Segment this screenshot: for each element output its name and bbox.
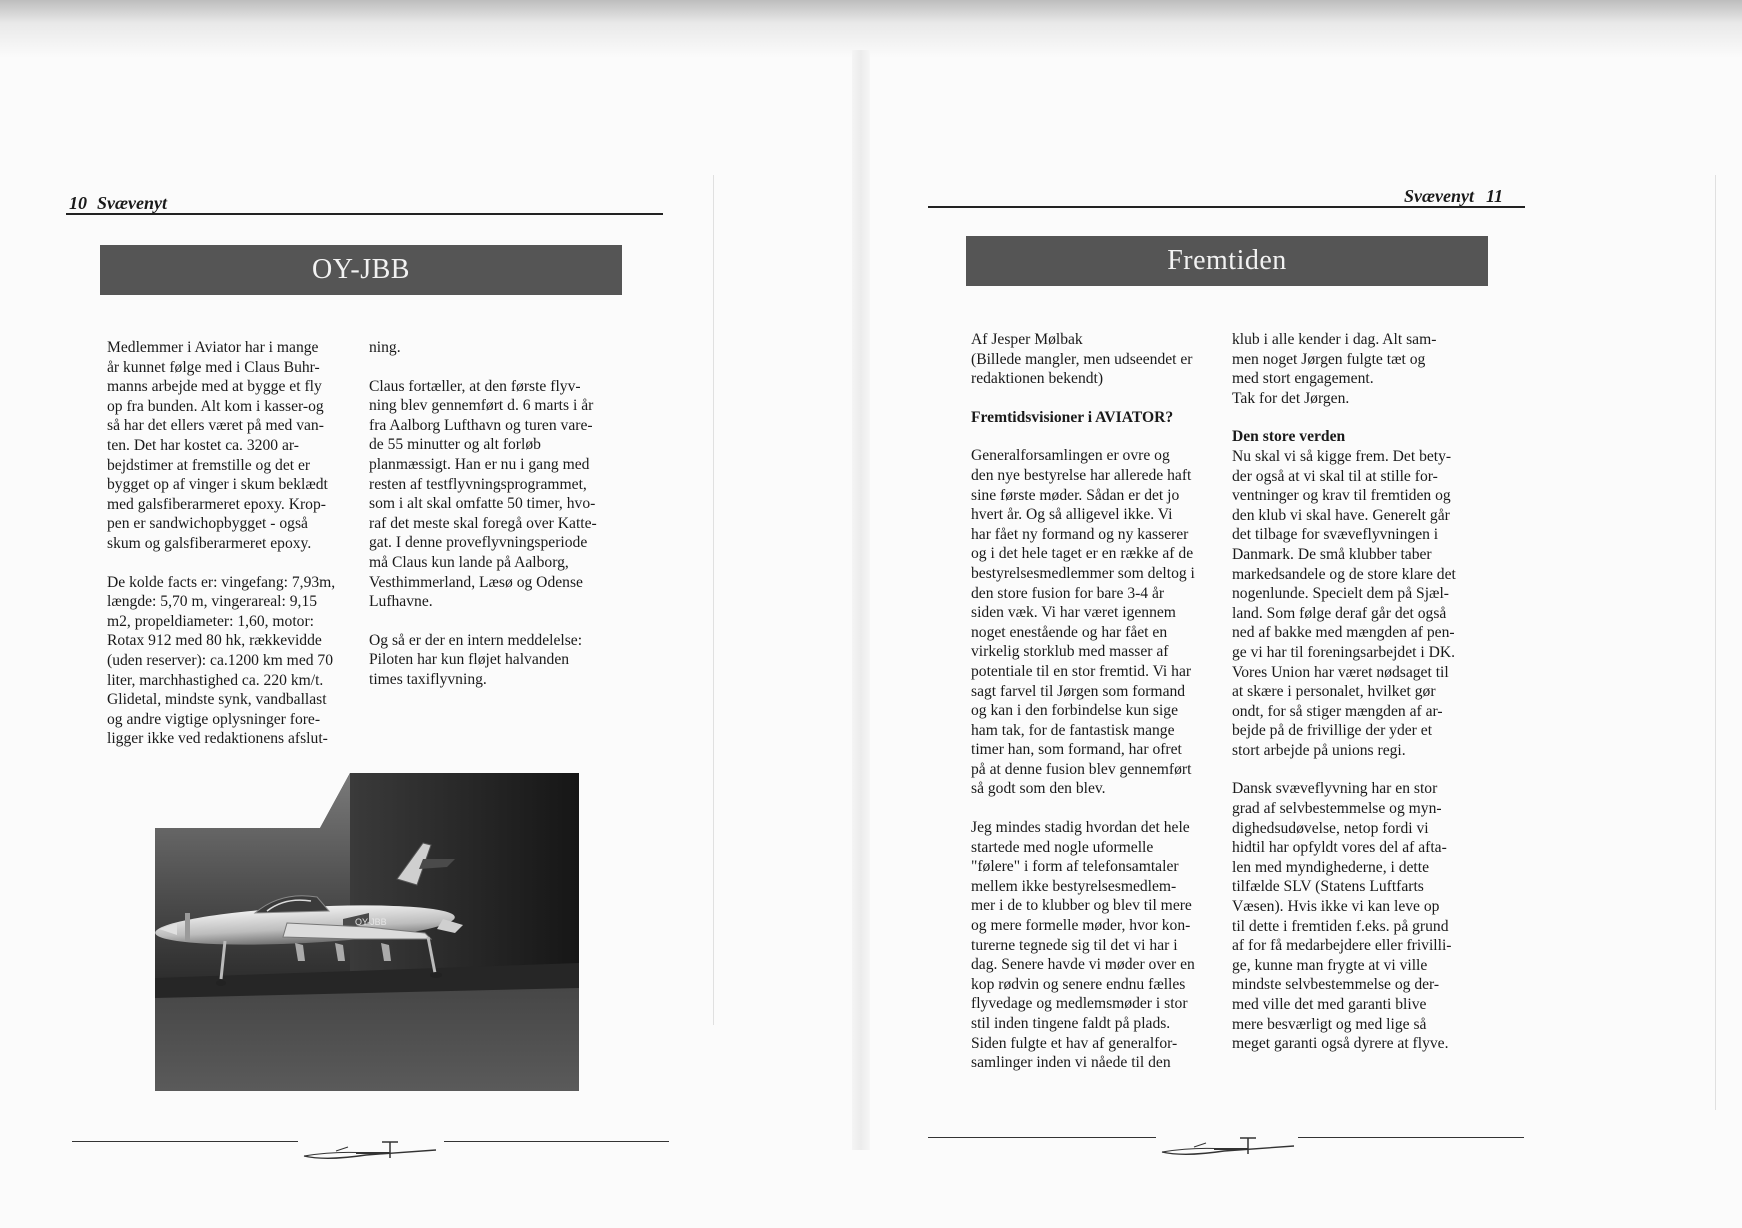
header-rule	[66, 213, 663, 215]
paragraph: klub i alle kender i dag. Alt sam- men noget Jørgen fulgte tæt og med stort engagement. Tak for det Jørgen.	[1232, 331, 1437, 407]
running-head	[1404, 186, 1503, 207]
paragraph: De kolde facts er: vingefang: 7,93m, længde: 5,70 m, vingerareal: 9,15 m2, propeldiameter: 1,60, motor: Rotax 912 med 80 hk, rækkevidde (uden reserver): ca.1200 km med 70 liter, marchhastighed ca. 220 km/t. Glidetal, mindste synk, vandballast og andre vigtige oplysninger fore- ligger ikke ved redaktionens afslut-	[107, 573, 336, 748]
paragraph: Generalforsamlingen er ovre og den nye bestyrelse har allerede haft sine første møder. Sådan er det jo hvert år. Og så alligevel ikke. Vi har fået ny formand og ny kasserer og i det hele taget er en række af de bestyrelsesmedlemmer som deltog i den store fusion for bare 3-4 år siden væk. Vi har været igennem noget enestående og har fået en virkelig storklub med masser af potentiale til en stor fremtid. Vi har sagt farvel til Jørgen som formand og kan i den forbindelse kun sige ham tak, for de fantastisk mange timer han, som formand, har ofret på at denne fusion blev gennemført så godt som den blev.	[971, 447, 1195, 798]
paragraph: ning.	[369, 339, 401, 356]
section-heading: Fremtidsvisioner i AVIATOR?	[971, 408, 1174, 426]
footer-rule	[1298, 1137, 1524, 1138]
footer-rule	[928, 1137, 1156, 1138]
page-gutter	[852, 50, 870, 1150]
footer-rule	[72, 1141, 298, 1142]
footer-rule	[444, 1141, 669, 1142]
running-head	[69, 193, 167, 214]
article-title: OY-JBB	[100, 245, 622, 295]
article-column-1	[971, 330, 1231, 1092]
article-column-2	[369, 338, 629, 709]
paragraph: Og så er der en intern meddelelse: Piloten har kun fløjet halvanden times taxiflyvning.	[369, 631, 583, 688]
page-number: 11	[1485, 186, 1503, 206]
paragraph: Claus fortæller, at den første flyv- ning blev gennemført d. 6 marts i år fra Aalborg Lufthavn og turen vare- de 55 minutter og alt forløb planmæssigt. Han er nu i gang med resten af testflyvningsprogrammet, som i alt skal omfatte 50 timer, hvo- raf det meste skal foregå over Katte- gat. I denne proveflyvningsperiode må Claus kun lande på Aalborg, Vesthimmerland, Læsø og Odense Lufhavne.	[369, 377, 597, 611]
page-number: 10	[69, 193, 87, 213]
header-rule	[928, 206, 1525, 208]
aircraft-photo	[155, 773, 579, 1091]
left-page	[0, 0, 852, 1228]
article-title: Fremtiden	[966, 236, 1488, 286]
aircraft-registration: OY-JBB	[355, 917, 387, 927]
publication-name: Svævenyt	[97, 193, 167, 213]
article-column-1	[107, 338, 362, 768]
article-column-2	[1232, 330, 1494, 1073]
glider-logo-icon	[1154, 1132, 1304, 1162]
section-heading: Den store verden	[1232, 428, 1346, 446]
right-page	[870, 0, 1742, 1228]
paragraph: Nu skal vi så kigge frem. Det bety- der også at vi skal til at stille for- ventninger og krav til fremtiden og den klub vi skal have. Generelt går det tilbage for svæveflyvningen i Danmark. De små klubber taber markedsandele og de store klare det nogenlunde. Specielt dem på Sjæl- land. Som følge deraf går det også ned af bakke med mængden af pen- ge vi har til foreningsarbejdet i DK. Vores Union har været nødsaget til at skære i personalet, hvilket gør ondt, for så stiger mængden af ar- bejde på de frivillige der yder et stort arbejde på unions regi.	[1232, 447, 1456, 759]
caption-note: (Billede mangler, men udseendet er redaktionen bekendt)	[971, 350, 1193, 388]
paragraph: Dansk svæveflyvning har en stor grad af selvbestemmelse og myn- dighedsudøvelse, netop fordi vi hidtil har opfyldt vores del af afta- len med myndighederne, i dette tilfælde SLV (Statens Luftfarts Væsen). Hvis ikke vi kan leve op til dette i fremtiden f.eks. på grund af for få medarbejdere eller frivilli- ge, kunne man frygte at vi ville mindste selvbestemmelse og der- med ville det med garanti blive mere besværligt og med lige så meget garanti også dyrere at flyve.	[1232, 780, 1452, 1053]
paragraph: Medlemmer i Aviator har i mange år kunnet følge med i Claus Buhr- manns arbejde med at bygge et fly op fra bunden. Alt kom i kasser-og så har det ellers været på med van- ten. Det har kostet ca. 3200 ar- bejdstimer at fremstille og det er bygget op af vinger i skum beklædt med galsfiberarmeret epoxy. Krop- pen er sandwichopbygget - også skum og galsfiberarmeret epoxy.	[107, 339, 328, 552]
publication-name: Svævenyt	[1404, 186, 1474, 206]
glider-logo-icon	[296, 1136, 446, 1166]
byline: Af Jesper Mølbak	[971, 331, 1083, 348]
paragraph: Jeg mindes stadig hvordan det hele startede med nogle uformelle "følere" i form af telefonsamtaler mellem ikke bestyrelsesmedlem- mer i de to klubber og blev til mere og mere formelle møder, hvor kon- turerne tegnede sig til det vi har i dag. Senere havde vi møder over en kop rødvin og senere endnu fælles flyvedage og medlemsmøder i stor stil inden tingene faldt på plads. Siden fulgte et hav af generalfor- samlinger inden vi nåede til den	[971, 819, 1195, 1072]
